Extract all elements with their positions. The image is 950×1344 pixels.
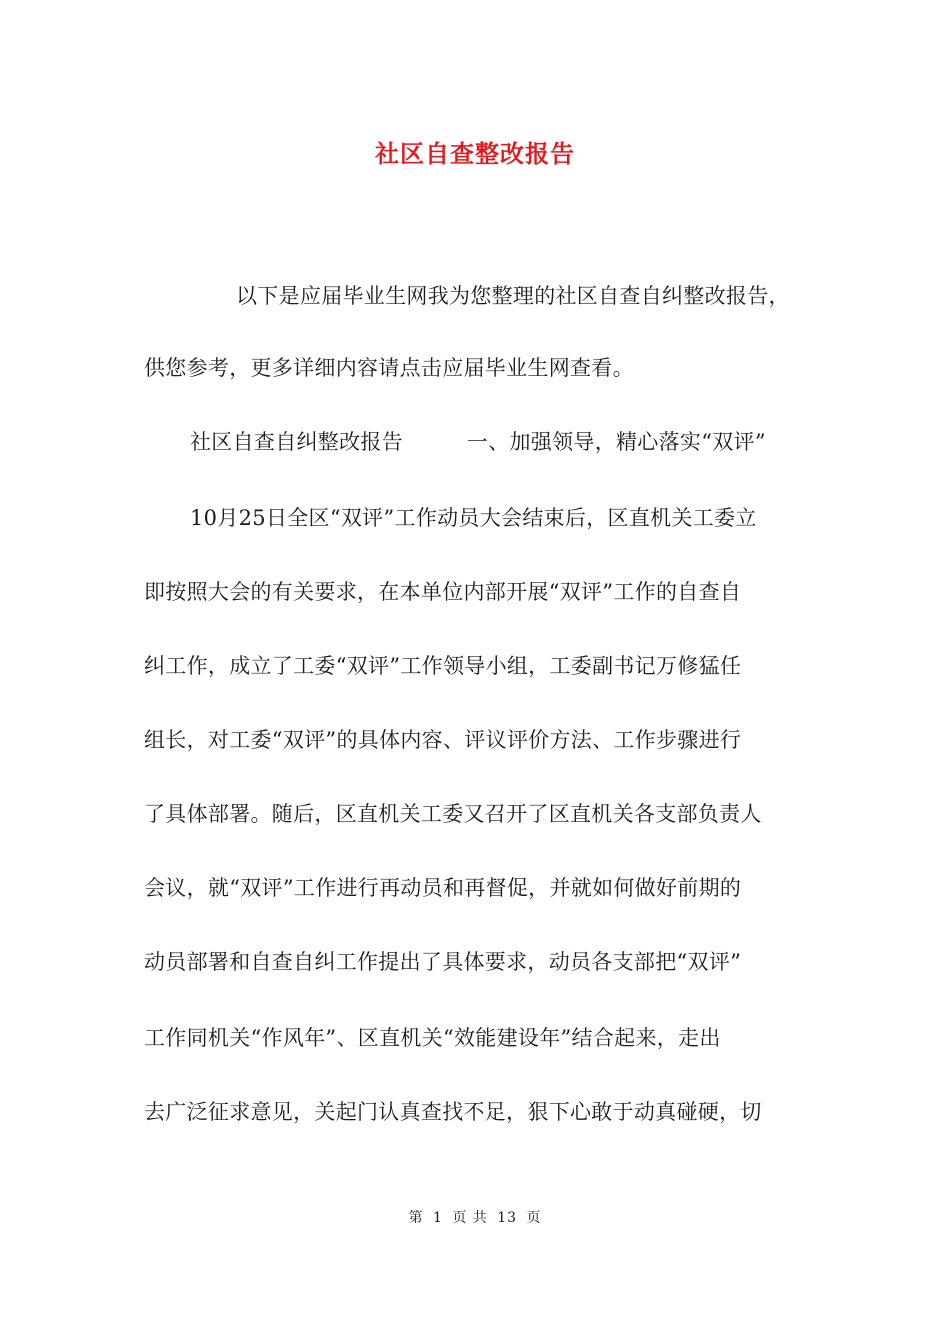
paragraph-line: 去广泛征求意见，关起门认真查找不足，狠下心敢于动真碰硬，切 bbox=[144, 1100, 762, 1124]
paragraph-line: 10月25日全区“双评”工作动员大会结束后，区直机关工委立 bbox=[190, 506, 757, 530]
page-footer bbox=[0, 1208, 950, 1228]
paragraph-line: 工作同机关“作风年”、区直机关“效能建设年”结合起来，走出 bbox=[144, 1026, 721, 1050]
footer-prefix: 第 bbox=[408, 1210, 424, 1226]
document-title: 社区自查整改报告 bbox=[375, 139, 575, 168]
paragraph-line: 组长，对工委“双评”的具体内容、评议评价方法、工作步骤进行 bbox=[144, 728, 742, 752]
footer-page-number: 1 bbox=[432, 1210, 443, 1226]
paragraph-line: 即按照大会的有关要求，在本单位内部开展“双评”工作的自查自 bbox=[144, 580, 742, 604]
paragraph-line: 会议，就“双评”工作进行再动员和再督促，并就如何做好前期的 bbox=[144, 876, 742, 900]
paragraph-line: 了具体部署。随后，区直机关工委又召开了区直机关各支部负责人 bbox=[144, 802, 762, 826]
footer-suffix: 页 bbox=[526, 1210, 542, 1226]
footer-total-pages: 13 bbox=[497, 1210, 518, 1226]
section-heading-line: 社区自查自纠整改报告 一、加强领导，精心落实“双评” bbox=[190, 430, 766, 454]
paragraph-line: 供您参考，更多详细内容请点击应届毕业生网查看。 bbox=[144, 356, 634, 380]
paragraph-line: 动员部署和自查自纠工作提出了具体要求，动员各支部把“双评” bbox=[144, 950, 742, 974]
paragraph-line: 以下是应届毕业生网我为您整理的社区自查自纠整改报告， bbox=[236, 284, 790, 308]
footer-middle: 页 共 bbox=[452, 1210, 488, 1226]
paragraph-line: 纠工作，成立了工委“双评”工作领导小组，工委副书记万修猛任 bbox=[144, 654, 742, 678]
